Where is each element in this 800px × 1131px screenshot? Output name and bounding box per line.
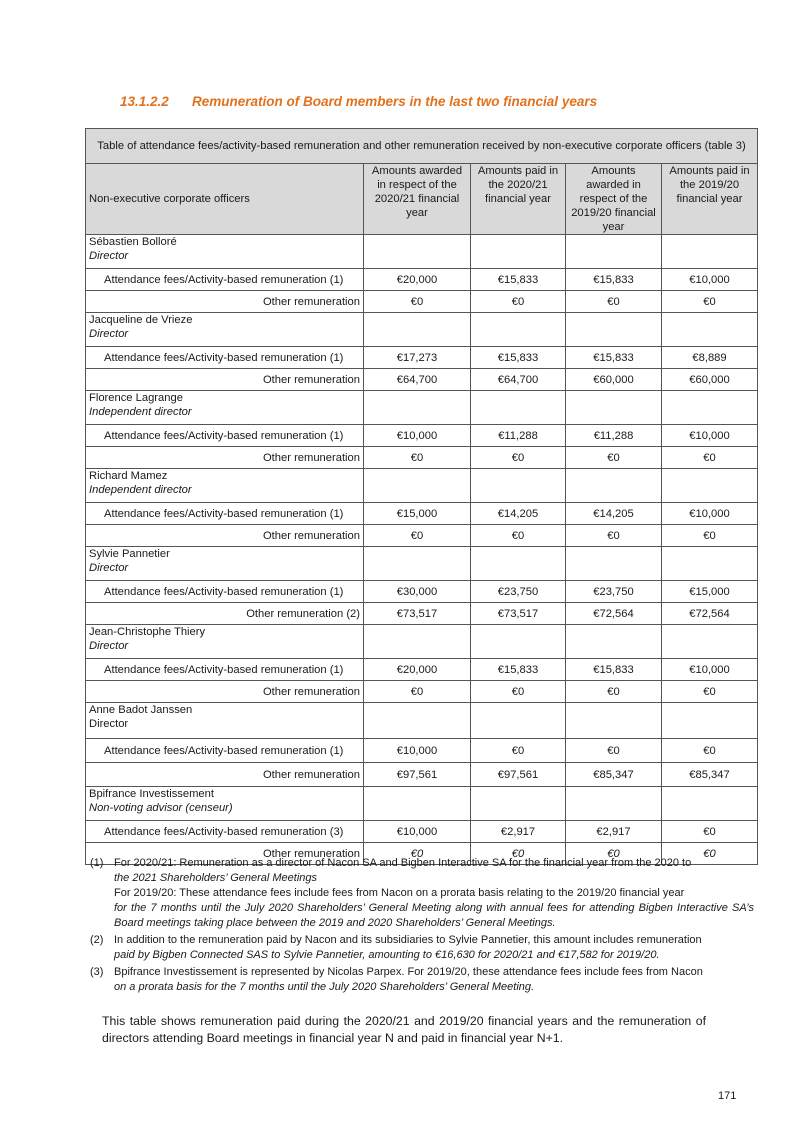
footnote — [90, 933, 754, 963]
empty-cell — [364, 313, 471, 347]
value-cell: €15,000 — [364, 503, 471, 525]
value-cell: €11,288 — [566, 425, 662, 447]
empty-cell — [471, 391, 566, 425]
row-label: Attendance fees/Activity-based remuneration (1) — [86, 503, 364, 525]
empty-cell — [662, 391, 758, 425]
officer-role: Non-voting advisor (censeur) — [89, 802, 233, 814]
value-cell: €14,205 — [566, 503, 662, 525]
officer-cell — [86, 787, 364, 821]
value-cell: €2,917 — [566, 821, 662, 843]
value-cell: €0 — [662, 739, 758, 763]
value-cell: €0 — [662, 291, 758, 313]
empty-cell — [662, 625, 758, 659]
value-cell: €15,833 — [471, 269, 566, 291]
value-cell: €15,833 — [566, 347, 662, 369]
empty-cell — [566, 547, 662, 581]
row-label: Attendance fees/Activity-based remuneration (1) — [86, 269, 364, 291]
empty-cell — [662, 547, 758, 581]
value-cell: €0 — [662, 525, 758, 547]
table-body — [86, 235, 758, 865]
officer-role: Director — [89, 640, 129, 652]
empty-cell — [566, 469, 662, 503]
empty-cell — [662, 469, 758, 503]
value-cell: €23,750 — [471, 581, 566, 603]
table-row — [86, 739, 758, 763]
value-cell: €10,000 — [662, 425, 758, 447]
value-cell: €10,000 — [662, 269, 758, 291]
footnote-marker: (3) — [90, 966, 104, 978]
table-row — [86, 447, 758, 469]
empty-cell — [566, 625, 662, 659]
value-cell: €0 — [364, 291, 471, 313]
row-label: Other remuneration — [86, 447, 364, 469]
value-cell: €15,000 — [662, 581, 758, 603]
remuneration-table — [85, 128, 758, 865]
value-cell: €15,833 — [471, 347, 566, 369]
value-cell: €72,564 — [566, 603, 662, 625]
empty-cell — [471, 235, 566, 269]
value-cell: €0 — [364, 525, 471, 547]
empty-cell — [364, 391, 471, 425]
row-label: Other remuneration — [86, 763, 364, 787]
table-row — [86, 581, 758, 603]
value-cell: €0 — [662, 447, 758, 469]
value-cell: €0 — [364, 681, 471, 703]
section-title: Remuneration of Board members in the last two financial years — [192, 94, 598, 109]
empty-cell — [364, 625, 471, 659]
empty-cell — [471, 547, 566, 581]
empty-cell — [662, 235, 758, 269]
table-row — [86, 269, 758, 291]
officer-cell — [86, 625, 364, 659]
officer-cell — [86, 391, 364, 425]
value-cell: €10,000 — [364, 821, 471, 843]
footnote-text: For 2020/21: Remuneration as a director of Nacon SA and Bigben Interactive SA for the financial year from the 2020 to — [114, 857, 692, 869]
value-cell: €0 — [566, 447, 662, 469]
value-cell: €2,917 — [471, 821, 566, 843]
officer-name: Bpifrance Investissement — [89, 788, 214, 800]
value-cell: €60,000 — [662, 369, 758, 391]
value-cell: €0 — [566, 525, 662, 547]
empty-cell — [364, 235, 471, 269]
row-label: Attendance fees/Activity-based remuneration (1) — [86, 425, 364, 447]
value-cell: €0 — [471, 447, 566, 469]
footnotes — [90, 856, 754, 997]
empty-cell — [364, 547, 471, 581]
officer-name: Sylvie Pannetier — [89, 548, 170, 560]
column-header: Amounts paid in the 2020/21 financial year — [471, 164, 566, 235]
table-row — [86, 659, 758, 681]
row-label: Other remuneration (2) — [86, 603, 364, 625]
table-row — [86, 347, 758, 369]
row-label: Other remuneration — [86, 681, 364, 703]
officer-name-row — [86, 313, 758, 347]
empty-cell — [364, 469, 471, 503]
row-label: Attendance fees/Activity-based remuneration (3) — [86, 821, 364, 843]
empty-cell — [471, 703, 566, 739]
page-number: 171 — [718, 1090, 737, 1102]
officer-name: Jacqueline de Vrieze — [89, 314, 193, 326]
empty-cell — [566, 391, 662, 425]
footnote-text: on a prorata basis for the 7 months until the July 2020 Shareholders’ General Meeting. — [114, 981, 535, 993]
officer-name-row — [86, 391, 758, 425]
empty-cell — [566, 313, 662, 347]
empty-cell — [471, 313, 566, 347]
value-cell: €8,889 — [662, 347, 758, 369]
value-cell: €0 — [662, 821, 758, 843]
officer-cell — [86, 313, 364, 347]
value-cell: €10,000 — [364, 425, 471, 447]
column-header: Amounts paid in the 2019/20 financial year — [662, 164, 758, 235]
row-label: Attendance fees/Activity-based remuneration (1) — [86, 581, 364, 603]
officer-cell — [86, 547, 364, 581]
footnote-text: paid by Bigben Connected SAS to Sylvie Pannetier, amounting to €16,630 for 2020/21 and €17,582 for 2019/20. — [114, 949, 660, 961]
row-label: Other remuneration — [86, 843, 364, 865]
footnote-text: for the 7 months until the July 2020 Shareholders’ General Meeting along with annual fees for attending Bigben Interactive SA’s Board meetings taking place between the 2019 and 2020 Shareholders’ General Meetings. — [114, 902, 754, 929]
value-cell: €97,561 — [471, 763, 566, 787]
value-cell: €0 — [471, 291, 566, 313]
value-cell: €10,000 — [364, 739, 471, 763]
value-cell: €0 — [566, 291, 662, 313]
officer-name: Richard Mamez — [89, 470, 168, 482]
row-label: Other remuneration — [86, 369, 364, 391]
value-cell: €14,205 — [471, 503, 566, 525]
table-row — [86, 425, 758, 447]
value-cell: €64,700 — [364, 369, 471, 391]
value-cell: €0 — [471, 739, 566, 763]
value-cell: €23,750 — [566, 581, 662, 603]
empty-cell — [566, 703, 662, 739]
officer-name: Jean-Christophe Thiery — [89, 626, 206, 638]
officer-name-row — [86, 625, 758, 659]
value-cell: €30,000 — [364, 581, 471, 603]
officer-role: Director — [89, 562, 129, 574]
column-header: Non-executive corporate officers — [86, 164, 364, 235]
value-cell: €0 — [471, 525, 566, 547]
value-cell: €0 — [566, 681, 662, 703]
empty-cell — [662, 703, 758, 739]
empty-cell — [566, 235, 662, 269]
row-label: Other remuneration — [86, 525, 364, 547]
officer-role: Director — [89, 718, 129, 730]
empty-cell — [471, 787, 566, 821]
footnote-text: Bpifrance Investissement is represented by Nicolas Parpex. For 2019/20, these attendance fees include fees from Nacon — [114, 966, 703, 978]
footnote-marker: (2) — [90, 934, 104, 946]
value-cell: €0 — [566, 843, 662, 865]
empty-cell — [662, 313, 758, 347]
footnote-marker: (1) — [90, 857, 104, 869]
officer-role: Independent director — [89, 406, 192, 418]
value-cell: €11,288 — [471, 425, 566, 447]
officer-role: Director — [89, 328, 129, 340]
value-cell: €60,000 — [566, 369, 662, 391]
table-row — [86, 763, 758, 787]
value-cell: €0 — [471, 681, 566, 703]
value-cell: €17,273 — [364, 347, 471, 369]
value-cell: €10,000 — [662, 659, 758, 681]
footnote-text: the 2021 Shareholders’ General Meetings — [114, 872, 318, 884]
footnote — [90, 856, 754, 931]
value-cell: €0 — [364, 447, 471, 469]
table-row — [86, 291, 758, 313]
value-cell: €73,517 — [364, 603, 471, 625]
empty-cell — [364, 787, 471, 821]
value-cell: €97,561 — [364, 763, 471, 787]
table-row — [86, 821, 758, 843]
closing-paragraph: This table shows remuneration paid during the 2020/21 and 2019/20 financial years and the remuneration of directors attending Board meetings in financial year N and paid in financial year N+1. — [102, 1014, 706, 1046]
value-cell: €85,347 — [662, 763, 758, 787]
value-cell: €15,833 — [566, 659, 662, 681]
officer-name-row — [86, 469, 758, 503]
row-label: Other remuneration — [86, 291, 364, 313]
officer-name: Sébastien Bolloré — [89, 236, 177, 248]
table-row — [86, 525, 758, 547]
value-cell: €73,517 — [471, 603, 566, 625]
footnote — [90, 965, 754, 995]
table-row — [86, 603, 758, 625]
officer-name-row — [86, 547, 758, 581]
officer-cell — [86, 703, 364, 739]
value-cell: €0 — [662, 843, 758, 865]
officer-name-row — [86, 703, 758, 739]
column-header: Amounts awarded in respect of the 2020/21 financial year — [364, 164, 471, 235]
value-cell: €85,347 — [566, 763, 662, 787]
section-number: 13.1.2.2 — [120, 94, 169, 109]
table-row — [86, 503, 758, 525]
empty-cell — [471, 469, 566, 503]
empty-cell — [471, 625, 566, 659]
value-cell: €20,000 — [364, 659, 471, 681]
footnote-text: For 2019/20: These attendance fees include fees from Nacon on a prorata basis relating to the 2019/20 financial year — [114, 887, 685, 899]
officer-cell — [86, 235, 364, 269]
table-row — [86, 369, 758, 391]
row-label: Attendance fees/Activity-based remuneration (1) — [86, 659, 364, 681]
row-label: Attendance fees/Activity-based remuneration (1) — [86, 739, 364, 763]
officer-name-row — [86, 235, 758, 269]
value-cell: €10,000 — [662, 503, 758, 525]
table-caption: Table of attendance fees/activity-based remuneration and other remuneration received by non-executive corporate officers (table 3) — [86, 129, 758, 164]
table-row — [86, 681, 758, 703]
value-cell: €0 — [471, 843, 566, 865]
row-label: Attendance fees/Activity-based remuneration (1) — [86, 347, 364, 369]
value-cell: €20,000 — [364, 269, 471, 291]
officer-name: Anne Badot Janssen — [89, 704, 193, 716]
officer-role: Independent director — [89, 484, 192, 496]
value-cell: €0 — [566, 739, 662, 763]
officer-cell — [86, 469, 364, 503]
officer-name-row — [86, 787, 758, 821]
footnote-text: In addition to the remuneration paid by Nacon and its subsidiaries to Sylvie Pannetier, this amount includes remuneration — [114, 934, 702, 946]
officer-name: Florence Lagrange — [89, 392, 183, 404]
value-cell: €72,564 — [662, 603, 758, 625]
value-cell: €15,833 — [471, 659, 566, 681]
value-cell: €0 — [662, 681, 758, 703]
officer-role: Director — [89, 250, 129, 262]
column-header: Amounts awarded in respect of the 2019/20 financial year — [566, 164, 662, 235]
value-cell: €15,833 — [566, 269, 662, 291]
value-cell: €64,700 — [471, 369, 566, 391]
empty-cell — [364, 703, 471, 739]
empty-cell — [662, 787, 758, 821]
empty-cell — [566, 787, 662, 821]
value-cell: €0 — [364, 843, 471, 865]
section-heading — [120, 94, 597, 109]
